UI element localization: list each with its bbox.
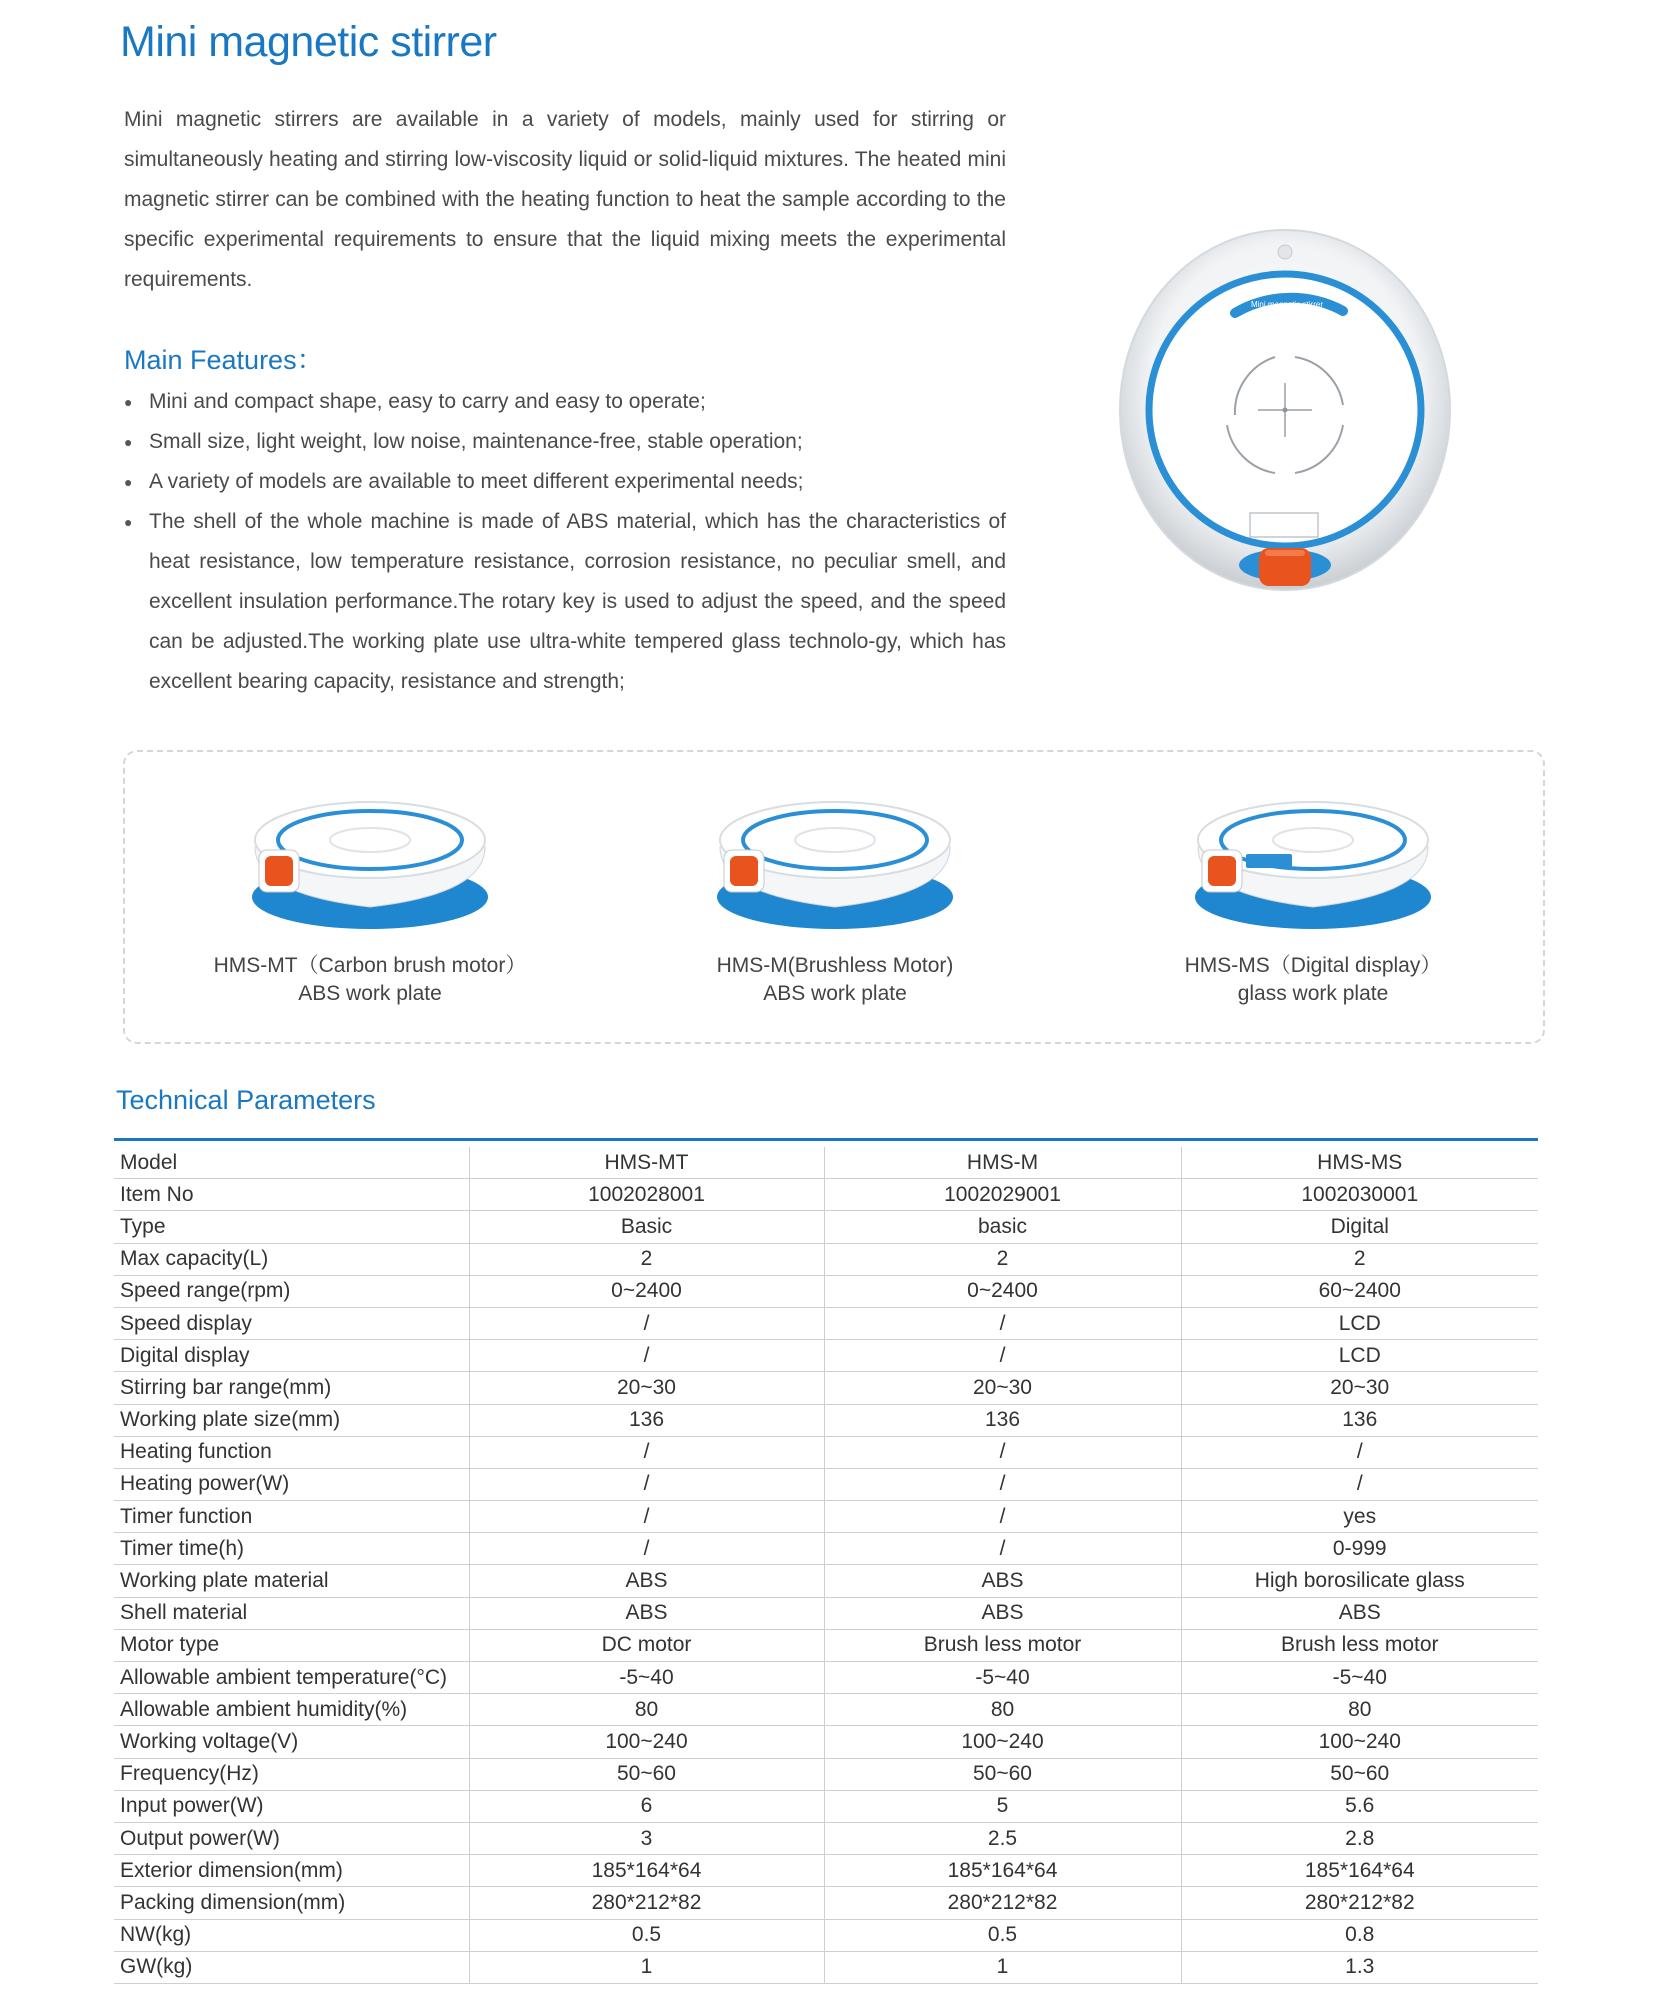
parameter-label: GW(kg): [114, 1951, 469, 1983]
parameter-value: ABS: [1181, 1597, 1538, 1629]
parameter-value: ABS: [469, 1565, 824, 1597]
parameter-value: 1002029001: [824, 1179, 1181, 1211]
model-card-hms-mt: [160, 782, 580, 1008]
parameter-value: /: [469, 1533, 824, 1565]
table-row: [114, 1790, 1538, 1822]
parameter-label: Working plate material: [114, 1565, 469, 1597]
table-row: [114, 1404, 1538, 1436]
feature-text: The shell of the whole machine is made of ABS material, which has the characteristics of heat resistance, low temperature resistance, corrosion resistance, no peculiar smell, and excellent insulation performance.The rotary key is used to adjust the speed, and the speed can be adjusted.The working plate use ultra-white tempered glass technolo-gy, which has excellent bearing capacity, resistance and strength;: [149, 510, 1006, 693]
model-variants-panel: [123, 750, 1545, 1044]
features-heading: Main Features：: [124, 345, 324, 375]
table-row: [114, 1501, 1538, 1533]
parameter-value: 100~240: [469, 1726, 824, 1758]
parameter-label: Frequency(Hz): [114, 1758, 469, 1790]
parameter-value: /: [469, 1501, 824, 1533]
table-row: [114, 1822, 1538, 1854]
parameter-value: 280*212*82: [469, 1887, 824, 1919]
parameter-value: /: [824, 1501, 1181, 1533]
parameter-label: Working plate size(mm): [114, 1404, 469, 1436]
bullet-icon: ●: [124, 394, 133, 410]
parameter-value: 0.8: [1181, 1919, 1538, 1951]
parameter-value: 280*212*82: [1181, 1887, 1538, 1919]
parameter-value: 100~240: [1181, 1726, 1538, 1758]
parameter-value: 2: [824, 1243, 1181, 1275]
model-name: HMS-MT（Carbon brush motor）: [213, 954, 527, 977]
parameter-value: ABS: [824, 1597, 1181, 1629]
parameter-value: 50~60: [824, 1758, 1181, 1790]
table-row: [114, 1919, 1538, 1951]
stirrer-top-view-image: [1115, 215, 1455, 595]
table-row: [114, 1855, 1538, 1887]
model-plate: glass work plate: [1237, 982, 1389, 1005]
parameter-label: Output power(W): [114, 1822, 469, 1854]
intro-paragraph: Mini magnetic stirrers are available in a variety of models, mainly used for stirring or simultaneously heating and stirring low-viscosity liquid or solid-liquid mixtures. The heated mini magnetic stirrer can be combined with the heating function to heat the sample according to the specific experimental requirements to ensure that the liquid mixing meets the experimental requirements.: [124, 108, 1006, 291]
parameter-label: Motor type: [114, 1629, 469, 1661]
feature-item: [124, 502, 1006, 702]
parameter-value: Brush less motor: [1181, 1629, 1538, 1661]
parameter-value: 100~240: [824, 1726, 1181, 1758]
model-name: HMS-MS（Digital display）: [1184, 954, 1442, 977]
parameter-value: 185*164*64: [824, 1855, 1181, 1887]
parameter-value: 1: [824, 1951, 1181, 1983]
parameter-value: 185*164*64: [1181, 1855, 1538, 1887]
parameter-value: 5: [824, 1790, 1181, 1822]
parameter-label: Type: [114, 1211, 469, 1243]
parameter-value: 3: [469, 1822, 824, 1854]
feature-item: [124, 382, 1006, 422]
parameter-label: Timer time(h): [114, 1533, 469, 1565]
stirrer-product-image: [1188, 782, 1438, 932]
features-list: [124, 382, 1006, 702]
parameter-label: Speed display: [114, 1307, 469, 1339]
model-caption: [625, 952, 1045, 1008]
parameter-label: Packing dimension(mm): [114, 1887, 469, 1919]
parameter-value: /: [469, 1307, 824, 1339]
table-row: [114, 1694, 1538, 1726]
parameter-value: 80: [1181, 1694, 1538, 1726]
table-row: [114, 1243, 1538, 1275]
table-row: [114, 1436, 1538, 1468]
parameter-value: 1002030001: [1181, 1179, 1538, 1211]
parameter-value: /: [824, 1533, 1181, 1565]
model-plate: ABS work plate: [763, 982, 907, 1005]
feature-item: [124, 422, 1006, 462]
parameter-label: Max capacity(L): [114, 1243, 469, 1275]
parameter-value: 0~2400: [824, 1275, 1181, 1307]
model-card-hms-ms: [1103, 782, 1523, 1008]
feature-text: Small size, light weight, low noise, maintenance-free, stable operation;: [149, 430, 803, 453]
table-row: [114, 1211, 1538, 1243]
parameter-value: HMS-M: [824, 1147, 1181, 1179]
parameter-value: /: [824, 1436, 1181, 1468]
table-row: [114, 1468, 1538, 1500]
model-caption: [160, 952, 580, 1008]
parameter-value: 185*164*64: [469, 1855, 824, 1887]
parameter-label: Digital display: [114, 1340, 469, 1372]
parameter-value: /: [824, 1468, 1181, 1500]
parameter-value: /: [469, 1340, 824, 1372]
table-row: [114, 1662, 1538, 1694]
table-row: [114, 1147, 1538, 1179]
table-row: [114, 1179, 1538, 1211]
table-row: [114, 1597, 1538, 1629]
parameter-value: Digital: [1181, 1211, 1538, 1243]
parameter-value: DC motor: [469, 1629, 824, 1661]
parameter-label: Item No: [114, 1179, 469, 1211]
parameter-value: -5~40: [1181, 1662, 1538, 1694]
parameter-value: 0~2400: [469, 1275, 824, 1307]
parameter-label: Exterior dimension(mm): [114, 1855, 469, 1887]
model-caption: [1103, 952, 1523, 1008]
table-row: [114, 1726, 1538, 1758]
parameter-value: 5.6: [1181, 1790, 1538, 1822]
parameter-value: LCD: [1181, 1307, 1538, 1339]
parameter-value: 0.5: [824, 1919, 1181, 1951]
parameter-label: Working voltage(V): [114, 1726, 469, 1758]
parameter-label: Timer function: [114, 1501, 469, 1533]
parameter-value: 20~30: [1181, 1372, 1538, 1404]
parameter-value: LCD: [1181, 1340, 1538, 1372]
parameter-value: 2.8: [1181, 1822, 1538, 1854]
feature-item: [124, 462, 1006, 502]
hero-label: Mini magnetic stirrer: [1250, 300, 1324, 309]
stirrer-product-image: [710, 782, 960, 932]
parameter-value: 20~30: [469, 1372, 824, 1404]
parameter-value: -5~40: [824, 1662, 1181, 1694]
parameter-label: Allowable ambient temperature(°C): [114, 1662, 469, 1694]
model-card-hms-m: [625, 782, 1045, 1008]
parameter-value: /: [824, 1307, 1181, 1339]
parameter-label: NW(kg): [114, 1919, 469, 1951]
technical-parameters-heading: Technical Parameters: [116, 1085, 376, 1115]
parameter-value: ABS: [824, 1565, 1181, 1597]
technical-parameters-table: [114, 1147, 1538, 1984]
stirrer-product-image: [245, 782, 495, 932]
parameter-value: 6: [469, 1790, 824, 1822]
parameter-label: Input power(W): [114, 1790, 469, 1822]
parameter-value: High borosilicate glass: [1181, 1565, 1538, 1597]
table-row: [114, 1629, 1538, 1661]
parameter-value: 280*212*82: [824, 1887, 1181, 1919]
parameter-value: ABS: [469, 1597, 824, 1629]
parameter-value: 0-999: [1181, 1533, 1538, 1565]
table-row: [114, 1565, 1538, 1597]
parameter-value: 1002028001: [469, 1179, 824, 1211]
parameter-label: Stirring bar range(mm): [114, 1372, 469, 1404]
parameter-value: 136: [1181, 1404, 1538, 1436]
parameter-value: yes: [1181, 1501, 1538, 1533]
parameter-value: 1: [469, 1951, 824, 1983]
parameter-value: /: [469, 1468, 824, 1500]
parameter-value: /: [1181, 1436, 1538, 1468]
parameter-value: 0.5: [469, 1919, 824, 1951]
parameter-value: HMS-MS: [1181, 1147, 1538, 1179]
heading-divider: [114, 1138, 1538, 1141]
parameter-value: /: [824, 1340, 1181, 1372]
parameter-label: Heating power(W): [114, 1468, 469, 1500]
parameter-value: 60~2400: [1181, 1275, 1538, 1307]
parameter-label: Speed range(rpm): [114, 1275, 469, 1307]
table-row: [114, 1951, 1538, 1983]
parameter-value: HMS-MT: [469, 1147, 824, 1179]
parameter-value: Basic: [469, 1211, 824, 1243]
feature-text: Mini and compact shape, easy to carry and easy to operate;: [149, 390, 706, 413]
parameter-value: 50~60: [469, 1758, 824, 1790]
table-row: [114, 1533, 1538, 1565]
model-plate: ABS work plate: [298, 982, 442, 1005]
parameter-value: 1.3: [1181, 1951, 1538, 1983]
parameter-label: Allowable ambient humidity(%): [114, 1694, 469, 1726]
model-name: HMS-M(Brushless Motor): [716, 954, 954, 977]
table-row: [114, 1307, 1538, 1339]
parameter-value: 2.5: [824, 1822, 1181, 1854]
parameter-value: 2: [1181, 1243, 1538, 1275]
parameter-value: 20~30: [824, 1372, 1181, 1404]
bullet-icon: ●: [124, 474, 133, 490]
parameter-value: 50~60: [1181, 1758, 1538, 1790]
parameter-value: basic: [824, 1211, 1181, 1243]
parameter-value: 136: [824, 1404, 1181, 1436]
table-row: [114, 1887, 1538, 1919]
bullet-icon: ●: [124, 514, 133, 530]
parameter-label: Shell material: [114, 1597, 469, 1629]
parameter-value: 80: [469, 1694, 824, 1726]
parameter-value: 2: [469, 1243, 824, 1275]
parameter-value: /: [469, 1436, 824, 1468]
parameter-value: 136: [469, 1404, 824, 1436]
table-row: [114, 1372, 1538, 1404]
parameter-label: Model: [114, 1147, 469, 1179]
parameter-value: 80: [824, 1694, 1181, 1726]
bullet-icon: ●: [124, 434, 133, 450]
parameter-value: -5~40: [469, 1662, 824, 1694]
page-title: Mini magnetic stirrer: [120, 18, 497, 66]
feature-text: A variety of models are available to meet different experimental needs;: [149, 470, 804, 493]
table-row: [114, 1340, 1538, 1372]
parameter-value: /: [1181, 1468, 1538, 1500]
parameter-label: Heating function: [114, 1436, 469, 1468]
table-row: [114, 1275, 1538, 1307]
parameter-value: Brush less motor: [824, 1629, 1181, 1661]
table-row: [114, 1758, 1538, 1790]
